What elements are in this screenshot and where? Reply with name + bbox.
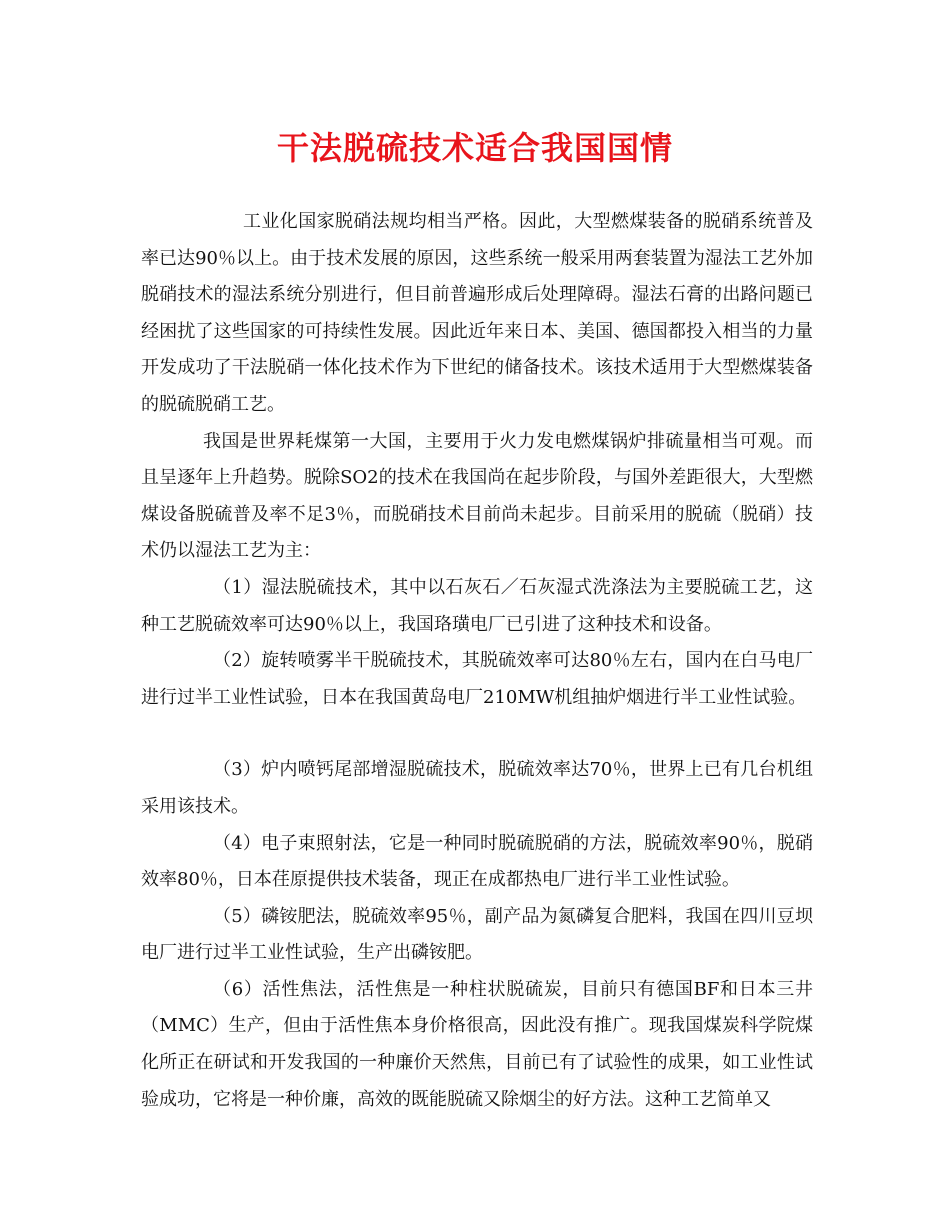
paragraph-intro: 工业化国家脱硝法规均相当严格。因此，大型燃煤装备的脱硝系统普及率已达90％以上。由于技术发展的原因，这些系统一般采用两套装置为湿法工艺外加脱硝技术的湿法系统分别进行，但目前普遍形成后处理障碍。湿法石膏的出路问题已经困扰了这些国家的可持续性发展。因此近年来日本、美国、德国都投入相当的力量开发成功了干法脱硝一体化技术作为下世纪的储备技术。该技术适用于大型燃煤装备的脱硫脱硝工艺。	[141, 211, 813, 415]
list-item-wet-desulfurization: （1）湿法脱硫技术，其中以石灰石／石灰湿式洗涤法为主要脱硫工艺，这种工艺脱硫效率可达90％以上，我国珞璜电厂已引进了这种技术和设备。	[141, 576, 813, 635]
list-item-spray-semi-dry: （2）旋转喷雾半干脱硫技术，其脱硫效率可达80％左右，国内在白马电厂进行过半工业性试验，日本在我国黄岛电厂210MW机组抽炉烟进行半工业性试验。	[141, 650, 813, 708]
document-body	[141, 204, 813, 1118]
list-item-electron-beam: （4）电子束照射法，它是一种同时脱硫脱硝的方法，脱硫效率90％，脱硝效率80％，日本荏原提供技术装备，现正在成都热电厂进行半工业性试验。	[141, 832, 813, 891]
document-title: 干法脱硫技术适合我国国情	[276, 129, 673, 167]
list-item-furnace-calcium: （3）炉内喷钙尾部增湿脱硫技术，脱硫效率达70％，世界上已有几台机组采用该技术。	[141, 759, 813, 817]
list-item-activated-coke: （6）活性焦法，活性焦是一种柱状脱硫炭，目前只有德国BF和日本三井（MMC）生产，但由于活性焦本身价格很高，因此没有推广。现我国煤炭科学院煤化所正在研试和开发我国的一种廉价天然焦，目前已有了试验性的成果，如工业性试验成功，它将是一种价廉，高效的既能脱硫又除烟尘的好方法。这种工艺简单又	[141, 978, 813, 1110]
paragraph-china-status: 我国是世界耗煤第一大国，主要用于火力发电燃煤锅炉排硫量相当可观。而且呈逐年上升趋势。脱除SO2的技术在我国尚在起步阶段，与国外差距很大，大型燃煤设备脱硫普及率不足3％，而脱硝技术目前尚未起步。目前采用的脱硫（脱硝）技术仍以湿法工艺为主：	[141, 430, 813, 562]
list-item-ammonium-phosphate: （5）磷铵肥法，脱硫效率95％，副产品为氮磷复合肥料，我国在四川豆坝电厂进行过半工业性试验，生产出磷铵肥。	[141, 905, 813, 964]
paragraph-spacer	[141, 716, 813, 752]
